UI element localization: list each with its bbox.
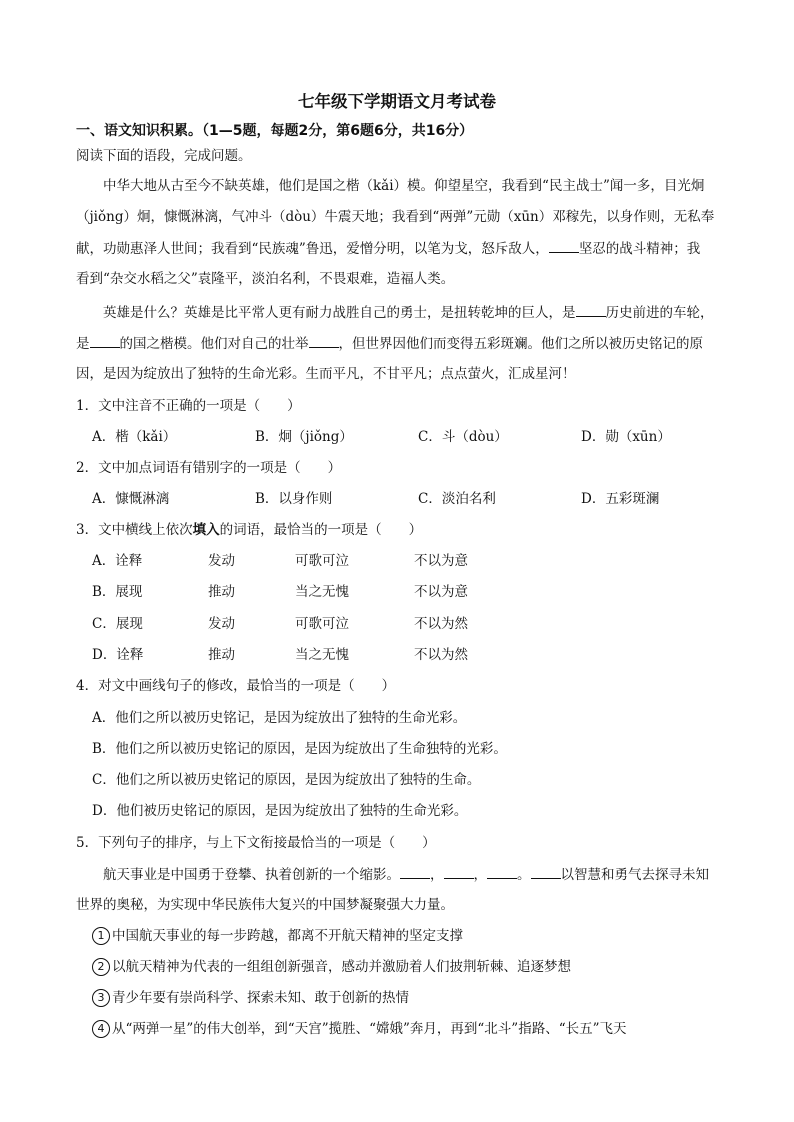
q3-stem-c: 的词语，最恰当的一项是（ ） <box>219 522 423 538</box>
q3-c-word3: 可歌可泣 <box>295 616 349 632</box>
q3-c-word4: 不以为然 <box>414 616 468 632</box>
q5-item-1-text: 中国航天事业的每一步跨越，都离不开航天精神的坚定支撑 <box>112 928 463 944</box>
q2-option-d[interactable]: D．五彩斑澜 <box>581 491 660 507</box>
exam-title: 七年级下学期语文月考试卷 <box>298 92 496 111</box>
q3-d-word1: D．诠释 <box>92 647 144 663</box>
circled-number-2: 2 <box>92 958 110 976</box>
q5-blank-4 <box>531 864 561 879</box>
passage2-line2-b: 的国之楷模。他们对自己的壮举 <box>119 336 309 352</box>
q3-stem-bold: 填入 <box>192 522 220 538</box>
blank-4 <box>309 333 339 348</box>
q5-blank-2 <box>444 864 474 879</box>
q5-passage-line2: 世界的奥秘，为实现中华民族伟大复兴的中国梦凝聚强大力量。 <box>76 897 454 913</box>
q3-a-word3: 可歌可泣 <box>295 553 349 569</box>
blank-3 <box>90 333 120 348</box>
q5-stem: 5．下列句子的排序，与上下文衔接最恰当的一项是（ ） <box>76 835 436 851</box>
passage2-line3: 因，是因为绽放出了独特的生命光彩。生而平凡，不甘平凡；点点萤火，汇成星河！ <box>76 366 576 382</box>
q3-b-word3: 当之无愧 <box>295 584 349 600</box>
q3-c-word1: C．展现 <box>92 616 143 632</box>
q3-a-word1: A．诠释 <box>92 553 143 569</box>
q4-option-b[interactable]: B．他们之所以被历史铭记的原因，是因为绽放出了生命独特的光彩。 <box>92 741 507 757</box>
passage2-line2-c: ，但世界因他们而变得五彩斑斓。他们之所以被历史铭记的原 <box>338 336 703 352</box>
passage1-line1: 中华大地从古至今不缺英雄，他们是国之楷（kǎi）模。仰望星空，我看到“民主战士”闻一多，目光炯 <box>103 178 705 194</box>
circled-number-3: 3 <box>92 989 110 1007</box>
q3-c-word2: 发动 <box>208 616 235 632</box>
q3-d-word4: 不以为然 <box>414 647 468 663</box>
q3-d-word3: 当之无愧 <box>295 647 349 663</box>
passage2-line1-text: 英雄是什么？英雄是比平常人更有耐力战胜自己的勇士，是扭转乾坤的巨人，是 <box>103 305 576 321</box>
q4-option-d[interactable]: D．他们被历史铭记的原因，是因为绽放出了独特的生命光彩。 <box>92 803 468 819</box>
q3-b-word2: 推动 <box>208 584 235 600</box>
q3-a-word4: 不以为意 <box>414 553 468 569</box>
circled-number-1: 1 <box>92 927 110 945</box>
q5-item-4 <box>92 1019 627 1039</box>
q5-item-1 <box>92 926 463 946</box>
q2-option-c[interactable]: C．淡泊名利 <box>418 491 496 507</box>
q4-option-c[interactable]: C．他们之所以被历史铭记的原因，是因为绽放出了独特的生命。 <box>92 772 481 788</box>
section-heading: 一、语文知识积累。（1—5题，每题2分，第6题6分，共16分） <box>76 123 474 139</box>
blank-1 <box>549 238 579 253</box>
q5-passage-line1: 航天事业是中国勇于登攀、执着创新的一个缩影。 ， ， 。 以智慧和勇气去探寻未知 <box>103 864 709 885</box>
reading-instruction: 阅读下面的语段，完成问题。 <box>76 148 252 164</box>
passage2-line2-a: 是 <box>76 336 90 352</box>
q2-option-b[interactable]: B．以身作则 <box>255 491 333 507</box>
q5-item-3 <box>92 988 409 1008</box>
q1-option-a[interactable]: A．楷（kǎi） <box>92 429 177 445</box>
passage1-line2: （jiǒng）炯，慷慨淋漓，气冲斗（dòu）牛震天地；我看到“两弹”元勋（xūn）邓稼先，以身作则，无私奉 <box>76 209 715 225</box>
q2-option-a[interactable]: A．慷慨淋漓 <box>92 491 170 507</box>
passage1-line3-text: 献，功勋惠泽人世间；我看到“民族魂”鲁迅，爱憎分明，以笔为戈，怒斥敌人， <box>76 241 549 257</box>
q1-option-c[interactable]: C．斗（dòu） <box>418 429 508 445</box>
circled-number-4: 4 <box>92 1020 110 1038</box>
q1-stem: 1．文中注音不正确的一项是（ ） <box>76 398 301 414</box>
blank-2 <box>576 302 606 317</box>
q3-b-word4: 不以为意 <box>414 584 468 600</box>
passage2-line1-tail: 历史前进的车轮， <box>605 305 714 321</box>
q5-passage-b: 以智慧和勇气去探寻未知 <box>560 867 709 883</box>
q5-item-3-text: 青少年要有崇尚科学、探索未知、敢于创新的热情 <box>112 990 409 1006</box>
q5-item-2-text: 以航天精神为代表的一组组创新强音，感动并激励着人们披荆斩棘、追逐梦想 <box>112 959 571 975</box>
q3-stem-a: 3．文中横线上依次 <box>76 522 193 538</box>
passage1-line3-tail: 坚忍的战斗精神；我 <box>578 241 701 257</box>
passage1-line4: 看到“杂交水稻之父”袁隆平，淡泊名利，不畏艰难，造福人类。 <box>76 271 455 287</box>
q5-passage-a: 航天事业是中国勇于登攀、执着创新的一个缩影。 <box>103 867 400 883</box>
q5-item-4-text: 从“两弹一星”的伟大创举，到“天宫”揽胜、“嫦娥”奔月，再到“北斗”指路、“长五”飞天 <box>112 1021 627 1037</box>
q5-item-2 <box>92 957 571 977</box>
q5-blank-3 <box>487 864 517 879</box>
q4-stem: 4．对文中画线句子的修改，最恰当的一项是（ ） <box>76 678 396 694</box>
q3-a-word2: 发动 <box>208 553 235 569</box>
passage1-line3 <box>76 238 700 259</box>
passage2-line2 <box>76 333 703 354</box>
q2-stem: 2．文中加点词语有错别字的一项是（ ） <box>76 460 342 476</box>
q3-d-word2: 推动 <box>208 647 235 663</box>
q3-b-word1: B．展现 <box>92 584 143 600</box>
q1-option-b[interactable]: B．炯（jiǒng） <box>255 429 353 445</box>
q5-blank-1 <box>400 864 430 879</box>
passage2-line1 <box>103 302 714 323</box>
q1-option-d[interactable]: D．勋（xūn） <box>581 429 671 445</box>
q4-option-a[interactable]: A．他们之所以被历史铭记，是因为绽放出了独特的生命光彩。 <box>92 710 467 726</box>
q3-stem <box>76 520 422 540</box>
